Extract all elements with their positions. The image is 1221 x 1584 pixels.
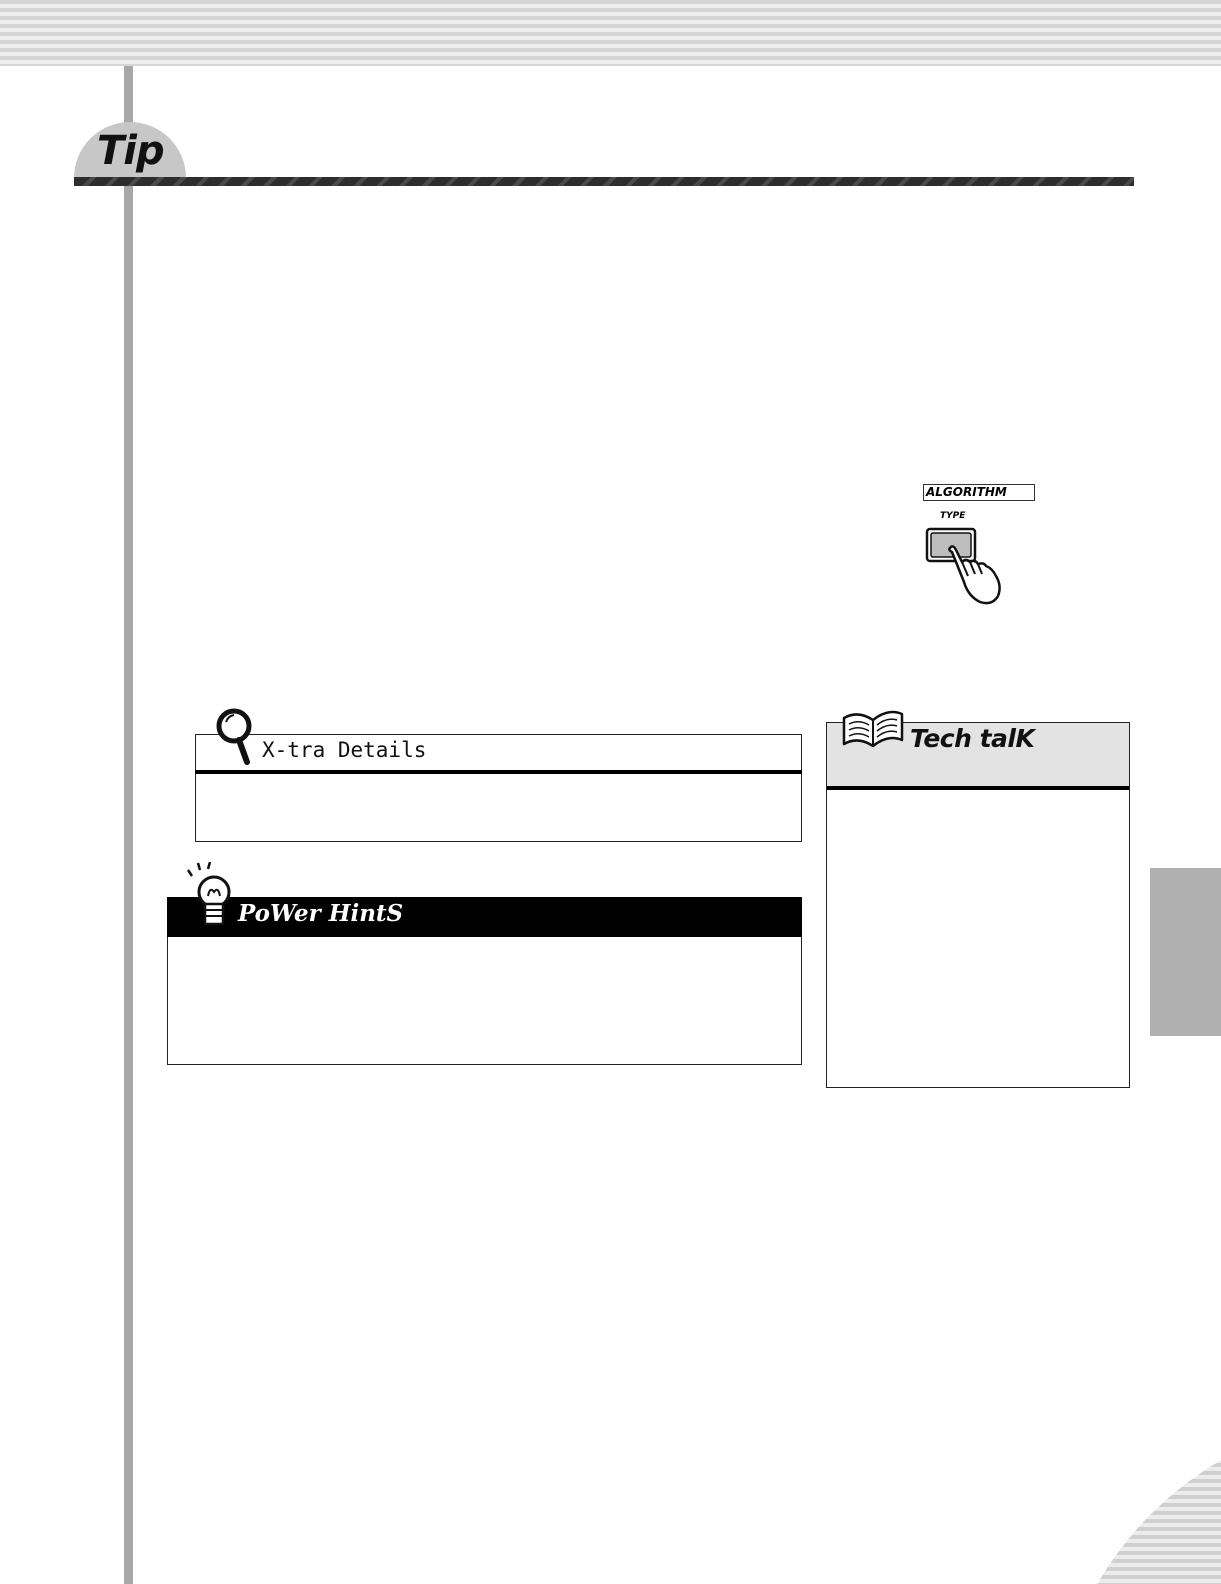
tech-talk-title: Tech talK	[910, 724, 1035, 753]
algorithm-panel-label: ALGORITHM	[923, 484, 1035, 501]
xtra-details-divider	[195, 770, 802, 774]
xtra-details-title: X-tra Details	[262, 738, 427, 762]
tip-heading: Tip	[97, 128, 164, 174]
lightbulb-icon	[186, 862, 238, 932]
type-button-label: TYPE	[940, 511, 966, 521]
magnifier-icon	[214, 708, 258, 766]
left-margin-rule	[124, 66, 133, 1584]
tech-talk-divider	[827, 786, 1129, 790]
corner-decoration	[1052, 1415, 1221, 1584]
type-button-pointing-hand-icon	[922, 524, 1012, 614]
tip-divider-bar	[74, 177, 1134, 186]
chapter-side-tab	[1150, 868, 1221, 1036]
open-book-icon	[840, 706, 906, 754]
header-stripes	[0, 0, 1221, 66]
power-hints-title: PoWer HintS	[238, 900, 404, 927]
